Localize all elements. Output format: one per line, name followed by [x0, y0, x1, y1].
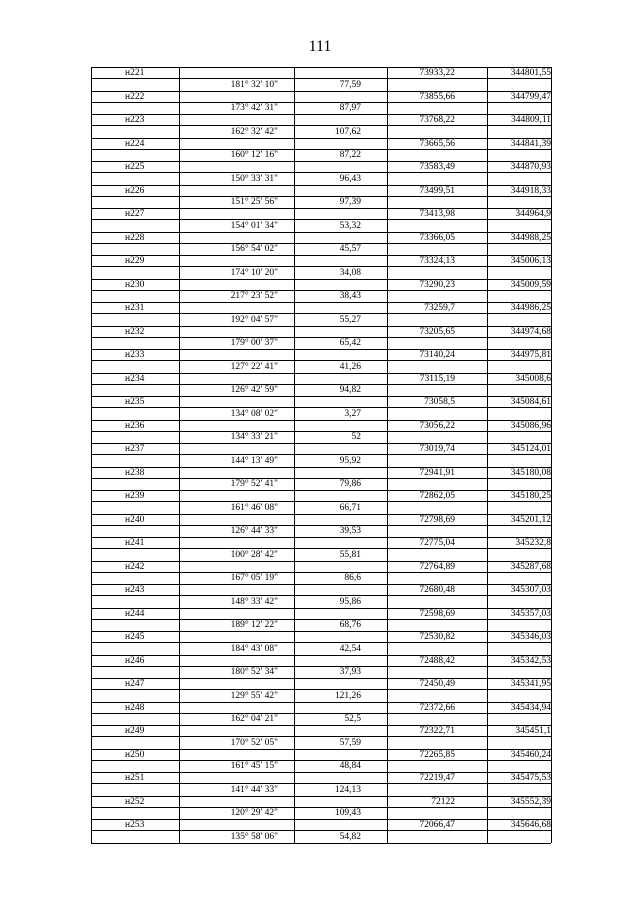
table-row: [91, 467, 551, 491]
table-row: [91, 114, 551, 138]
coordinate-x: 73413,98: [419, 209, 455, 219]
point-id: н249: [125, 726, 145, 736]
table-row: [91, 584, 551, 608]
segment-length: 57,59: [339, 737, 361, 748]
direction-angle: 148° 33' 42": [230, 596, 278, 607]
table-row: [91, 655, 551, 679]
segment-length: 97,39: [339, 197, 361, 207]
coordinate-x: 73259,7: [424, 303, 455, 313]
direction-angle: 184° 43' 08": [230, 643, 278, 654]
coordinate-x: 72219,47: [419, 773, 455, 783]
table-row: [91, 279, 551, 303]
coordinate-y: 345475,53: [510, 773, 551, 783]
coordinate-y: 345009,59: [510, 279, 551, 290]
segment-length: 52,5: [344, 714, 361, 724]
coordinate-x: 73205,65: [419, 326, 455, 337]
table-row: [91, 396, 551, 420]
segment-length: 45,57: [339, 244, 361, 254]
point-id: н253: [125, 820, 145, 830]
coordinate-x: 72122: [431, 796, 455, 807]
coordinate-x: 72066,47: [419, 820, 455, 830]
table-row: [91, 514, 551, 538]
segment-length: 96,43: [339, 173, 361, 184]
segment-length: 66,71: [339, 502, 361, 513]
coordinate-y: 345287,68: [510, 561, 551, 572]
direction-angle: 100° 28' 42": [230, 549, 278, 560]
segment-length: 55,27: [339, 314, 361, 325]
table-row: [91, 678, 551, 702]
table-row: [91, 349, 551, 373]
coordinate-y: 345451,1: [515, 726, 551, 736]
segment-length: 95,86: [339, 596, 361, 607]
coordinate-y: 345552,39: [510, 796, 551, 807]
coordinate-y: 344988,25: [510, 232, 551, 243]
direction-angle: 179° 00' 37": [230, 338, 278, 348]
table-row: [91, 561, 551, 585]
coordinate-y: 345460,24: [510, 749, 551, 760]
table-row: [91, 631, 551, 655]
coordinate-x: 72372,66: [419, 702, 455, 713]
table-row: [91, 702, 551, 726]
table-row: [91, 772, 551, 796]
point-id: н241: [125, 538, 145, 548]
direction-angle: 129° 55' 42": [230, 690, 278, 701]
segment-length: 48,84: [339, 761, 361, 771]
table-row: [91, 537, 551, 561]
coordinate-x: 72450,49: [419, 679, 455, 689]
point-id: н221: [125, 68, 145, 78]
point-id: н244: [125, 608, 145, 619]
coordinates-table: [91, 67, 551, 843]
segment-length: 87,22: [339, 150, 361, 160]
point-id: н230: [125, 279, 145, 290]
point-id: н232: [125, 326, 145, 337]
direction-angle: 181° 32' 10": [230, 79, 278, 90]
coordinate-y: 344870,93: [510, 162, 551, 172]
direction-angle: 154° 01' 34": [230, 220, 278, 231]
direction-angle: 192° 04' 57": [230, 314, 278, 325]
segment-length: 3,27: [344, 408, 361, 419]
point-id: н246: [125, 655, 145, 666]
direction-angle: 126° 42' 59": [230, 385, 278, 395]
direction-angle: 156° 54' 02": [230, 244, 278, 254]
point-id: н224: [125, 138, 145, 149]
direction-angle: 135° 58' 06": [230, 831, 278, 842]
point-id: н231: [125, 303, 145, 313]
segment-length: 79,86: [339, 479, 361, 489]
direction-angle: 134° 33' 21": [230, 432, 278, 442]
segment-length: 53,32: [339, 220, 361, 231]
table-row: [91, 443, 551, 467]
coordinate-y: 344974,68: [510, 326, 551, 337]
table-row: [91, 91, 551, 115]
table-row: [91, 420, 551, 444]
point-id: н233: [125, 350, 145, 360]
segment-length: 87,97: [339, 103, 361, 113]
coordinate-x: 73324,13: [419, 256, 455, 266]
direction-angle: 170° 52' 05": [230, 737, 278, 748]
coordinate-y: 345180,25: [510, 491, 551, 501]
direction-angle: 150° 33' 31": [230, 173, 278, 184]
coordinate-x: 73855,66: [419, 91, 455, 102]
coordinate-x: 72530,82: [419, 632, 455, 642]
table-row: [91, 208, 551, 232]
segment-length: 95,92: [339, 455, 361, 466]
segment-length: 38,43: [339, 291, 361, 301]
direction-angle: 126° 44' 33": [230, 526, 278, 536]
point-id: н247: [125, 679, 145, 689]
table-row: [91, 302, 551, 326]
direction-angle: 162° 32' 42": [230, 126, 278, 137]
table-row: [91, 608, 551, 632]
point-id: н251: [125, 773, 145, 783]
point-id: н238: [125, 467, 145, 478]
coordinate-y: 345307,03: [510, 585, 551, 595]
table-row: [91, 138, 551, 162]
coordinate-x: 73366,05: [419, 232, 455, 243]
table-row: [91, 326, 551, 350]
point-id: н227: [125, 209, 145, 219]
point-id: н248: [125, 702, 145, 713]
segment-length: 121,26: [334, 690, 361, 701]
direction-angle: 151° 25' 56": [230, 197, 278, 207]
point-id: н234: [125, 373, 145, 384]
coordinate-x: 73290,23: [419, 279, 455, 290]
segment-length: 34,08: [339, 267, 361, 278]
coordinate-x: 72488,42: [419, 655, 455, 666]
coordinate-y: 345006,13: [510, 256, 551, 266]
coordinate-y: 344799,47: [510, 91, 551, 102]
segment-length: 55,81: [339, 549, 361, 560]
segment-length: 42,54: [339, 643, 361, 654]
coordinate-y: 345434,94: [510, 702, 551, 713]
direction-angle: 127° 22' 41": [230, 361, 278, 372]
point-id: н225: [125, 162, 145, 172]
table-row: [91, 725, 551, 749]
point-id: н243: [125, 585, 145, 595]
coordinate-x: 73768,22: [419, 115, 455, 125]
segment-length: 41,26: [339, 361, 361, 372]
table-row: [91, 796, 551, 820]
coordinate-x: 72322,71: [419, 726, 455, 736]
table-row: [91, 185, 551, 209]
coordinate-x: 72775,04: [419, 538, 455, 548]
coordinate-x: 73056,22: [419, 420, 455, 431]
coordinate-y: 345341,95: [510, 679, 551, 689]
coordinate-y: 345201,12: [510, 514, 551, 525]
coordinate-x: 72764,89: [419, 561, 455, 572]
segment-length: 94,82: [339, 385, 361, 395]
point-id: н240: [125, 514, 145, 525]
coordinate-y: 344809,11: [510, 115, 551, 125]
table-row: [91, 749, 551, 773]
coordinate-y: 344975,81: [510, 350, 551, 360]
coordinate-y: 345646,68: [510, 820, 551, 830]
direction-angle: 180° 52' 34": [230, 667, 278, 677]
direction-angle: 144° 13' 49": [230, 455, 278, 466]
segment-length: 109,43: [334, 808, 361, 818]
coordinate-x: 72265,85: [419, 749, 455, 760]
direction-angle: 160° 12' 16": [230, 150, 278, 160]
coordinate-y: 345180,08: [510, 467, 551, 478]
table-row: [91, 490, 551, 514]
point-id: н229: [125, 256, 145, 266]
coordinate-y: 344801,55: [510, 68, 551, 78]
segment-length: 107,62: [334, 126, 361, 137]
table-row: [91, 255, 551, 279]
coordinate-x: 73933,22: [419, 68, 455, 78]
point-id: н235: [125, 397, 145, 407]
coordinate-y: 344841,39: [510, 138, 551, 149]
coordinate-x: 73058,5: [424, 397, 455, 407]
direction-angle: 173° 42' 31": [230, 103, 278, 113]
coordinate-x: 73665,56: [419, 138, 455, 149]
coordinate-y: 345357,03: [510, 608, 551, 619]
point-id: н237: [125, 444, 145, 454]
coordinate-x: 73140,24: [419, 350, 455, 360]
point-id: н250: [125, 749, 145, 760]
direction-angle: 217° 23' 52": [230, 291, 278, 301]
table-row: [91, 819, 551, 843]
table-row: [91, 67, 551, 91]
segment-length: 52: [351, 432, 361, 442]
point-id: н245: [125, 632, 145, 642]
coordinate-x: 72941,91: [419, 467, 455, 478]
coordinate-y: 345342,53: [510, 655, 551, 666]
direction-angle: 161° 45' 15": [230, 761, 278, 771]
point-id: н226: [125, 185, 145, 196]
table-row: [91, 232, 551, 256]
coordinate-y: 344918,33: [510, 185, 551, 196]
direction-angle: 179° 52' 41": [230, 479, 278, 489]
table-row: [91, 373, 551, 397]
point-id: н242: [125, 561, 145, 572]
direction-angle: 174° 10' 20": [230, 267, 278, 278]
direction-angle: 161° 46' 08": [230, 502, 278, 513]
segment-length: 68,76: [339, 620, 361, 630]
direction-angle: 162° 04' 21": [230, 714, 278, 724]
direction-angle: 134° 08' 02": [230, 408, 278, 419]
table-bottom-border: [91, 843, 551, 844]
coordinate-x: 72798,69: [419, 514, 455, 525]
segment-length: 54,82: [339, 831, 361, 842]
segment-length: 77,59: [339, 79, 361, 90]
point-id: н228: [125, 232, 145, 243]
coordinate-x: 72598,69: [419, 608, 455, 619]
point-id: н252: [125, 796, 145, 807]
direction-angle: 189° 12' 22": [230, 620, 278, 630]
coordinate-x: 73019,74: [419, 444, 455, 454]
point-id: н222: [125, 91, 145, 102]
point-id: н223: [125, 115, 145, 125]
coordinate-y: 345008,6: [515, 373, 551, 384]
coordinate-y: 345084,61: [510, 397, 551, 407]
point-id: н239: [125, 491, 145, 501]
coordinate-y: 345124,01: [510, 444, 551, 454]
segment-length: 39,53: [339, 526, 361, 536]
coordinate-x: 72862,05: [419, 491, 455, 501]
coordinate-x: 72680,48: [419, 585, 455, 595]
segment-length: 124,13: [334, 784, 361, 795]
page-number: 111: [308, 38, 332, 55]
coordinate-y: 344986,25: [510, 303, 551, 313]
point-id: н236: [125, 420, 145, 431]
segment-length: 86,6: [344, 573, 361, 583]
coordinate-y: 345346,03: [510, 632, 551, 642]
coordinate-x: 73115,19: [419, 373, 455, 384]
coordinate-y: 345232,8: [515, 538, 551, 548]
direction-angle: 141° 44' 33": [230, 784, 278, 795]
coordinate-x: 73499,51: [419, 185, 455, 196]
coordinate-x: 73583,49: [419, 162, 455, 172]
direction-angle: 167° 05' 19": [230, 573, 278, 583]
coordinate-y: 344964,9: [515, 209, 551, 219]
segment-length: 37,93: [339, 667, 361, 677]
table-row: [91, 161, 551, 185]
coordinate-y: 345086,96: [510, 420, 551, 431]
segment-length: 65,42: [339, 338, 361, 348]
direction-angle: 120° 29' 42": [230, 808, 278, 818]
